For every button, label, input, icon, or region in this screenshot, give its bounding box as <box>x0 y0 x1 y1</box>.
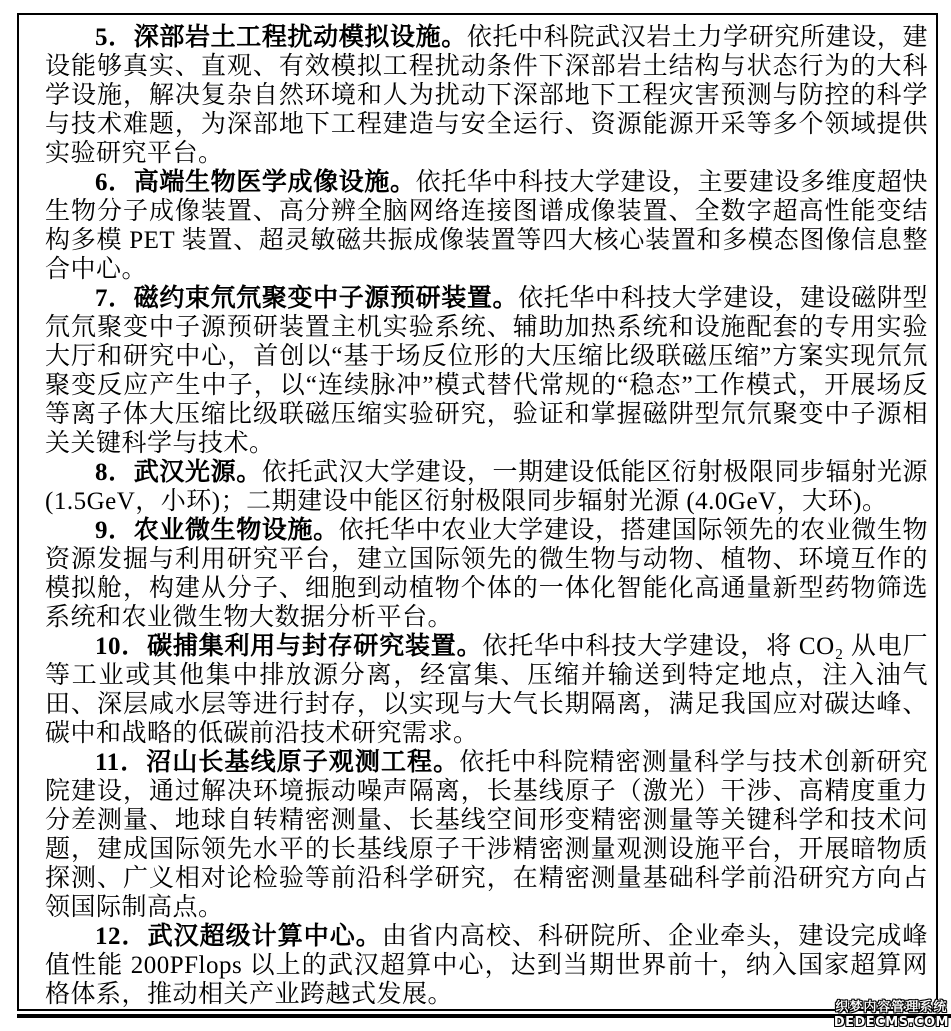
paragraph-number: 8． <box>95 459 134 486</box>
paragraph-heading: 武汉光源。 <box>133 459 262 486</box>
paragraph-heading: 深部岩土工程扰动模拟设施。 <box>133 24 467 51</box>
paragraph-heading: 武汉超级计算中心。 <box>147 923 382 950</box>
paragraph-body: 依托华中科技大学建设，将 CO₂ 从电厂等工业或其他集中排放源分离，经富集、压缩并输送到特定地点，注入油气田、深层咸水层等进行封存，以实现与大气长期隔离，满足我国应对碳达峰、碳中和战略的低碳前沿技术研究需求。 <box>45 633 928 747</box>
paragraph-body: 依托华中科技大学建设，建设磁阱型氘氘聚变中子源预研装置主机实验系统、辅助加热系统和设施配套的专用实验大厅和研究中心，首创以“基于场反位形的大压缩比级联磁压缩”方案实现氘氘聚变反应产生中子，以“连续脉冲”模式替代常规的“稳态”工作模式，开展场反等离子体大压缩比级联磁压缩实验研究，验证和掌握磁阱型氘氘聚变中子源相关关键科学与技术。 <box>45 285 928 457</box>
paragraph-item-10 <box>45 632 928 748</box>
paragraph-body: 依托华中农业大学建设，搭建国际领先的农业微生物资源发掘与利用研究平台，建立国际领先的微生物与动物、植物、环境互作的模拟舱，构建从分子、细胞到动植物个体的一体化智能化高通量新型药物筛选系统和农业微生物大数据分析平台。 <box>45 517 928 631</box>
paragraph-item-12 <box>45 922 928 1009</box>
paragraph-body: 依托华中科技大学建设，主要建设多维度超快生物分子成像装置、高分辨全脑网络连接图谱成像装置、全数字超高性能变结构多模 PET 装置、超灵敏磁共振成像装置等四大核心装置和多模态图像信息整合中心。 <box>45 169 928 283</box>
watermark <box>834 1000 949 1030</box>
paragraph-body: 依托中科院精密测量科学与技术创新研究院建设，通过解决环境振动噪声隔离，长基线原子（激光）干涉、高精度重力分差测量、地球自转精密测量、长基线空间形变精密测量等关键科学和技术问题，建成国际领先水平的长基线原子干涉精密测量观测设施平台，开展暗物质探测、广义相对论检验等前沿科学研究，在精密测量基础科学前沿研究方向占领国际制高点。 <box>45 749 928 921</box>
document-content <box>19 15 936 1009</box>
paragraph-number: 11． <box>95 749 147 776</box>
content-border-box <box>17 13 938 1011</box>
paragraph-heading: 沼山长基线原子观测工程。 <box>146 749 460 776</box>
paragraph-number: 12． <box>95 923 148 950</box>
paragraph-item-7 <box>45 284 928 458</box>
paragraph-number: 5． <box>95 24 134 51</box>
paragraph-body: 依托武汉大学建设，一期建设低能区衍射极限同步辐射光源(1.5GeV，小环)；二期建设中能区衍射极限同步辐射光源 (4.0GeV，大环)。 <box>45 459 928 515</box>
paragraph-heading: 高端生物医学成像设施。 <box>133 169 416 196</box>
paragraph-item-8 <box>45 458 928 516</box>
paragraph-number: 9． <box>95 517 134 544</box>
paragraph-number: 7． <box>95 285 134 312</box>
paragraph-heading: 磁约束氘氘聚变中子源预研装置。 <box>133 285 519 312</box>
paragraph-number: 6． <box>95 169 134 196</box>
paragraph-heading: 农业微生物设施。 <box>133 517 339 544</box>
paragraph-item-9 <box>45 516 928 632</box>
paragraph-item-6 <box>45 168 928 284</box>
paragraph-number: 10． <box>95 633 148 660</box>
paragraph-body: 依托中科院武汉岩土力学研究所建设，建设能够真实、直观、有效模拟工程扰动条件下深部岩土结构与状态行为的大科学设施，解决复杂自然环境和人为扰动下深部地下工程灾害预测与防控的科学与技术难题，为深部地下工程建造与安全运行、资源能源开采等多个领域提供实验研究平台。 <box>45 24 928 167</box>
paragraph-item-5 <box>45 23 928 168</box>
bottom-thick-rule <box>17 1014 951 1018</box>
watermark-cms-name: 织梦内容管理系统 <box>835 1000 948 1015</box>
paragraph-heading: 碳捕集利用与封存研究装置。 <box>147 633 483 660</box>
paragraph-item-11 <box>45 748 928 922</box>
paragraph-body: 由省内高校、科研院所、企业牵头，建设完成峰值性能 200PFlops 以上的武汉超算中心，达到当期世界前十，纳入国家超算网格体系，推动相关产业跨越式发展。 <box>45 923 928 1008</box>
watermark-cms-url: DEDECMS.COM <box>833 1015 949 1030</box>
